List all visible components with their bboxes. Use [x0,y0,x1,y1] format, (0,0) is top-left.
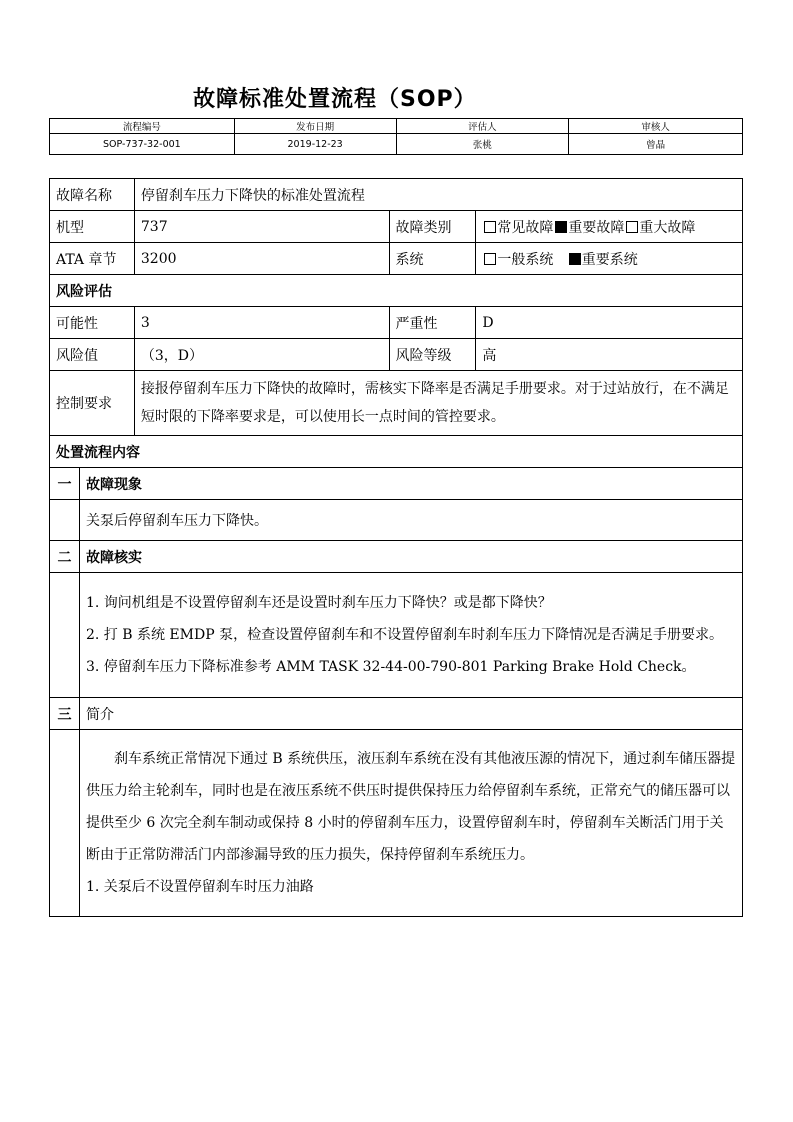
system-label: 系统 [389,243,476,275]
risk-section-heading: 风险评估 [50,275,743,307]
meta-reviewer: 曾晶 [569,134,743,155]
system-checkbox-general [484,253,496,265]
section-2-content [79,573,742,698]
check-item-3: 3. 停留刹车压力下降标准参考 AMM TASK 32-44-00-790-801 Parking Brake Hold Check。 [85,659,696,675]
meta-assessor: 张桃 [396,134,569,155]
possibility-value: 3 [134,307,389,339]
section-1-blank [50,500,80,541]
risk-value-label: 风险值 [50,339,135,371]
meta-header-process-no: 流程编号 [50,119,235,134]
section-3-blank [50,730,80,917]
meta-header-date: 发布日期 [234,119,396,134]
possibility-label: 可能性 [50,307,135,339]
fault-name-label: 故障名称 [50,179,135,211]
section-1-text: 关泵后停留刹车压力下降快。 [79,500,742,541]
severity-value: D [476,307,743,339]
severity-label: 严重性 [389,307,476,339]
system-important: 重要系统 [581,251,638,268]
fault-type-common: 常见故障 [497,219,554,236]
fault-type-label: 故障类别 [389,211,476,243]
section-2-number: 二 [50,541,80,573]
sop-table [49,178,743,917]
section-1-title: 故障现象 [79,468,742,500]
ata-value: 3200 [134,243,389,275]
risk-level-label: 风险等级 [389,339,476,371]
meta-header-assessor: 评估人 [396,119,569,134]
fault-name-value: 停留刹车压力下降快的标准处置流程 [134,179,742,211]
section-2-title: 故障核实 [79,541,742,573]
check-item-2: 2. 打 B 系统 EMDP 泵，检查设置停留刹车和不设置停留刹车时刹车压力下降情况是否满足手册要求。 [85,627,724,643]
section-3-number: 三 [50,698,80,730]
risk-level-value: 高 [476,339,743,371]
ata-label: ATA 章节 [50,243,135,275]
fault-type-important: 重要故障 [568,219,625,236]
fault-type-checkbox-major [626,221,638,233]
system-options [476,243,743,275]
fault-type-major: 重大故障 [639,219,696,236]
control-text: 接报停留刹车压力下降快的故障时，需核实下降率是否满足手册要求。对于过站放行，在不满足短时限的下降率要求是，可以使用长一点时间的管控要求。 [134,371,742,436]
model-value: 737 [134,211,389,243]
section-3-title: 简介 [79,698,742,730]
intro-paragraph: 刹车系统正常情况下通过 B 系统供压，液压刹车系统在没有其他液压源的情况下，通过刹车储压器提供压力给主轮刹车，同时也是在液压系统不供压时提供保持压力给停留刹车系统，正常充气的储压器可以提供至少 6 次完全刹车制动或保持 8 小时的停留刹车压力，设置停留刹车时，停留刹车关断活门用于关断由于正常防滞活门内部渗漏导致的压力损失，保持停留刹车系统压力。 [85,751,736,863]
section-1-number: 一 [50,468,80,500]
page-title: 故障标准处置流程（SOP） [193,87,477,112]
check-item-1: 1. 询问机组是不设置停留刹车还是设置时刹车压力下降快？或是都下降快？ [85,595,552,611]
fault-type-checkbox-important [555,221,567,233]
process-section-heading: 处置流程内容 [50,436,743,468]
system-general: 一般系统 [497,251,554,268]
section-3-content [79,730,742,917]
meta-table [49,118,743,155]
intro-item-1: 1. 关泵后不设置停留刹车时压力油路 [85,879,314,895]
section-2-blank [50,573,80,698]
meta-header-reviewer: 审核人 [569,119,743,134]
risk-value: （3，D） [134,339,389,371]
fault-type-options [476,211,743,243]
model-label: 机型 [50,211,135,243]
system-checkbox-important [569,253,581,265]
fault-type-checkbox-common [484,221,496,233]
meta-process-no: SOP-737-32-001 [50,134,235,155]
meta-date: 2019-12-23 [234,134,396,155]
control-label: 控制要求 [50,371,135,436]
